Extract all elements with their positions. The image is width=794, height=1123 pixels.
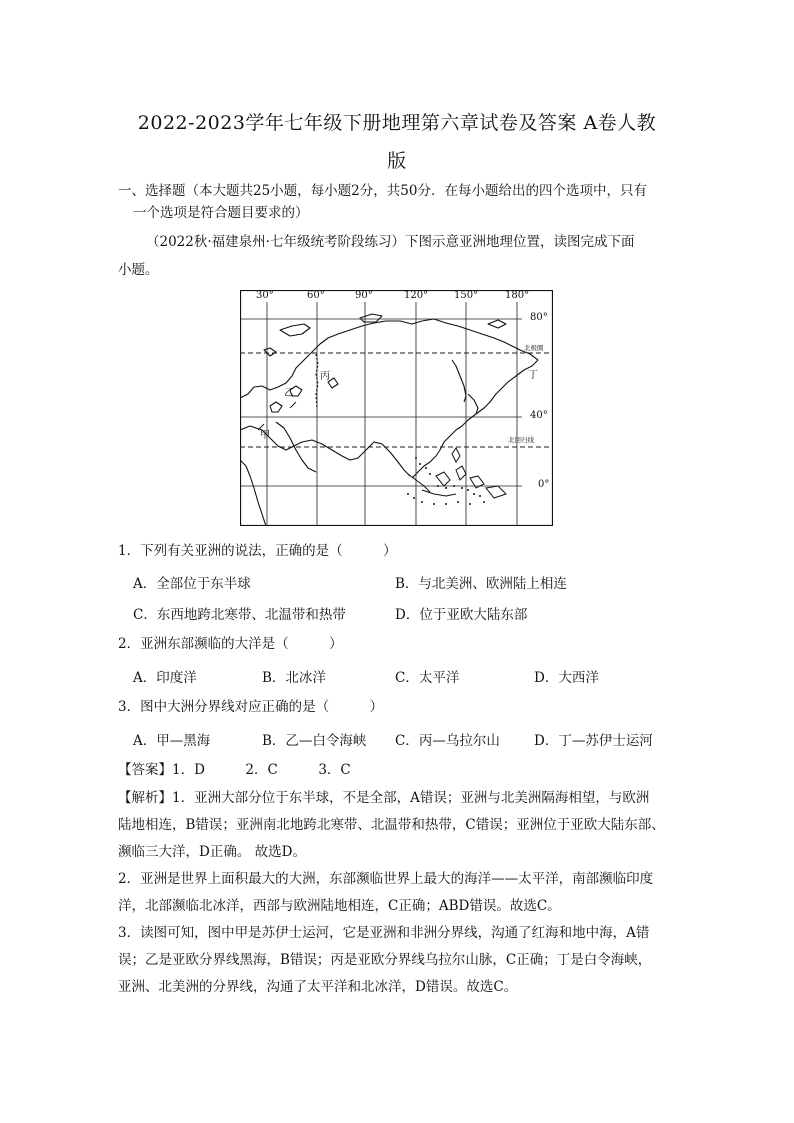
analysis-line: 濒临三大洋，D正确。 故选D。 xyxy=(118,844,306,860)
intro-line-1: （2022秋·福建泉州·七年级统考阶段练习）下图示意亚洲地理位置，读图完成下面 xyxy=(146,234,635,250)
lon-label-30: 30° xyxy=(256,290,274,301)
map-graphic xyxy=(240,290,553,526)
question-1-stem: 1．下列有关亚洲的说法，正确的是（ ） xyxy=(118,543,397,559)
lon-label-180: 180° xyxy=(505,290,530,301)
question-2-option-b: B．北冰洋 xyxy=(262,670,326,686)
question-1-option-d: D．位于亚欧大陆东部 xyxy=(395,607,528,623)
question-3-option-d: D．丁—苏伊士运河 xyxy=(534,733,653,749)
question-3-option-a: A．甲—黑海 xyxy=(133,733,211,749)
question-3-stem: 3．图中大洲分界线对应正确的是（ ） xyxy=(118,699,384,715)
analysis-line: 误；乙是亚欧分界线黑海，B错误；丙是亚欧分界线乌拉尔山脉，C正确；丁是白令海峡， xyxy=(118,952,652,968)
lon-label-90: 90° xyxy=(355,290,373,301)
place-label-bing: 丙 xyxy=(320,371,330,382)
asia-location-map xyxy=(240,290,553,526)
analysis-line: 2．亚洲是世界上面积最大的大洲，东部濒临世界上最大的海洋——太平洋，南部濒临印度 xyxy=(118,871,654,887)
question-2-stem: 2．亚洲东部濒临的大洋是（ ） xyxy=(118,636,343,652)
lon-label-120: 120° xyxy=(404,290,429,301)
place-label-yi: 乙 xyxy=(284,388,294,399)
lat-label-80: 80° xyxy=(530,312,548,323)
question-3-option-c: C．丙—乌拉尔山 xyxy=(395,733,500,749)
intro-line-2: 小题。 xyxy=(118,262,159,278)
arctic-circle-label: 北极圈 xyxy=(524,344,544,352)
tropic-of-cancer-label: 北回归线 xyxy=(508,436,534,444)
title-line-1: 2022-2023学年七年级下册地理第六章试卷及答案 A卷人教 xyxy=(137,112,657,134)
question-2-option-a: A．印度洋 xyxy=(133,670,197,686)
analysis-line: 洋，北部濒临北冰洋，西部与欧洲陆地相连，C正确；ABD错误。故选C。 xyxy=(118,898,561,914)
analysis-line: 3．读图可知，图中甲是苏伊士运河，它是亚洲和非洲分界线，沟通了红海和地中海，A错 xyxy=(118,925,650,941)
analysis-line: 亚洲、北美洲的分界线，沟通了太平洋和北冰洋，D错误。故选C。 xyxy=(118,979,518,995)
lat-label-40: 40° xyxy=(530,410,548,421)
analysis-line: 陆地相连，B错误；亚洲南北地跨北寒带、北温带和热带，C错误；亚洲位于亚欧大陆东部、 xyxy=(118,817,665,833)
place-label-ding: 丁 xyxy=(528,370,538,381)
lon-label-60: 60° xyxy=(307,290,325,301)
lon-label-150: 150° xyxy=(454,290,479,301)
analysis-block xyxy=(118,785,678,1001)
question-2-option-c: C．太平洋 xyxy=(395,670,460,686)
place-label-jia: 甲 xyxy=(260,430,270,441)
question-1-option-c: C．东西地跨北寒带、北温带和热带 xyxy=(133,607,346,623)
question-1-option-a: A．全部位于东半球 xyxy=(133,576,251,592)
answer-line: 【答案】1．D 2．C 3．C xyxy=(118,762,351,778)
section-heading-line-1: 一、选择题（本大题共25小题，每小题2分，共50分．在每小题给出的四个选项中，只有 xyxy=(118,183,647,199)
lat-label-0: 0° xyxy=(538,479,550,490)
question-3-option-b: B．乙—白令海峡 xyxy=(262,733,367,749)
question-1-option-b: B．与北美洲、欧洲陆上相连 xyxy=(395,576,567,592)
title-line-2: 版 xyxy=(387,150,407,172)
question-2-option-d: D．大西洋 xyxy=(534,670,599,686)
document-title xyxy=(100,104,694,180)
section-heading-line-2: 一个选项是符合题目要求的） xyxy=(133,205,309,221)
analysis-line: 【解析】1．亚洲大部分位于东半球，不是全部，A错误；亚洲与北美洲隔海相望，与欧洲 xyxy=(118,790,650,806)
